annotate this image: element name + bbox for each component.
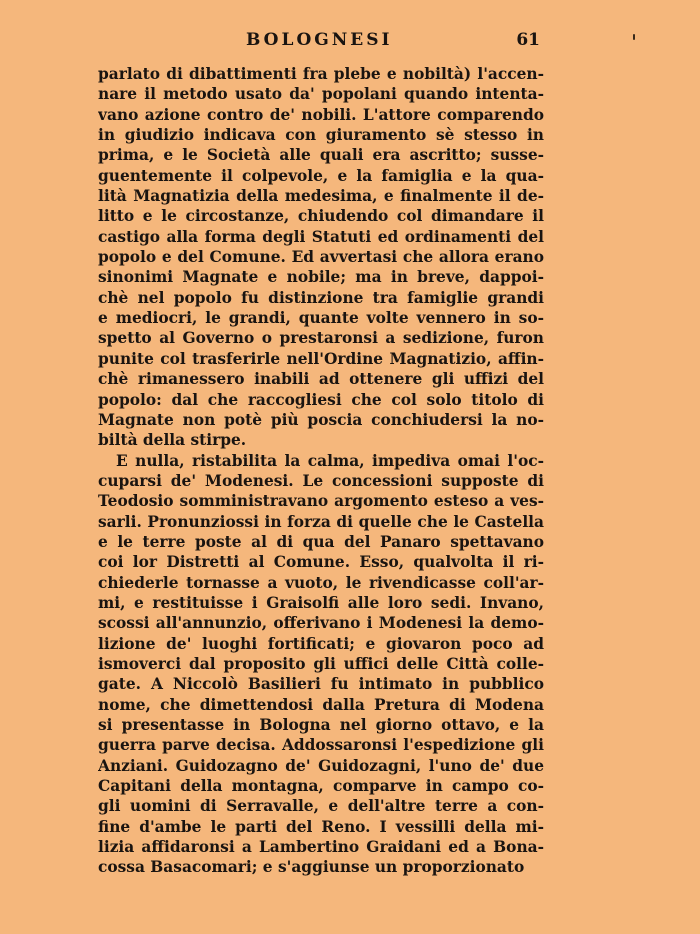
text-line: Teodosio somministravano argomento esteso a ves- [98,492,544,511]
text-line: prima, e le Società alle quali era ascritto; susse- [98,146,544,165]
text-line: fine d'ambe le parti del Reno. I vessilli della mi- [98,817,544,836]
text-line: litto e le circostanze, chiudendo col dimandare il [98,207,544,226]
text-line: cossa Basacomari; e s'aggiunse un proporzionato [98,858,525,877]
text-line: scossi all'annunzio, offerivano i Modenesi la demo- [98,614,544,633]
text-line: vano azione contro de' nobili. L'attore comparendo [98,105,544,124]
page-number: 61 [516,30,540,50]
body-text [98,64,544,878]
text-line: coi lor Distretti al Comune. Esso, qualvolta il ri- [98,553,544,572]
text-line: chè rimanessero inabili ad ottenere gli uffizi del [98,370,544,389]
text-line: sarli. Pronunziossi in forza di quelle che le Castella [98,512,544,531]
text-line: gli uomini di Serravalle, e dell'altre terre a con- [98,797,544,816]
text-line: guerra parve decisa. Addossaronsi l'espedizione gli [98,736,544,755]
page-header [96,30,540,54]
text-line: popolo e del Comune. Ed avvertasi che allora erano [98,248,544,267]
text-line: Magnate non potè più poscia conchiudersi la no- [98,410,544,429]
text-line: Capitani della montagna, comparve in campo co- [98,777,544,796]
text-line: si presentasse in Bologna nel giorno ottavo, e la [98,716,544,734]
margin-speck [633,34,635,40]
text-line: chiederle tornasse a vuoto, le rivendicasse coll'ar- [98,573,544,592]
text-line: lità Magnatizia della medesima, e finalmente il de- [98,187,544,206]
text-line: punite col trasferirle nell'Ordine Magnatizio, affin- [98,349,544,368]
text-line: spetto al Governo o prestaronsi a sedizione, furon [98,329,544,348]
text-line: lizia affidaronsi a Lambertino Graidani ed a Bona- [98,838,544,857]
text-line: E nulla, ristabilita la calma, impediva omai l'oc- [116,451,544,470]
text-line: e mediocri, le grandi, quante volte vennero in so- [98,309,544,328]
text-line: Anziani. Guidozagno de' Guidozagni, l'uno de' due [98,756,544,775]
text-line: lizione de' luoghi fortificati; e giovaron poco ad [98,634,544,653]
text-line: e le terre poste al di qua del Panaro spettavano [98,532,544,551]
text-line: parlato di dibattimenti fra plebe e nobiltà) l'accen- [98,65,544,83]
text-line: ismoverci dal proposito gli uffici delle Città colle- [98,654,544,673]
text-line: popolo: dal che raccogliesi che col solo titolo di [98,390,544,409]
text-line: biltà della stirpe. [98,431,247,450]
text-line: nare il metodo usato da' popolani quando intenta- [98,85,544,104]
text-line: mi, e restituisse i Graisolfi alle loro sedi. Invano, [98,593,544,612]
text-line: castigo alla forma degli Statuti ed ordinamenti del [98,227,544,246]
running-head: BOLOGNESI [246,30,393,50]
text-line: chè nel popolo fu distinzione tra famiglie grandi [98,288,544,307]
text-line: gate. A Niccolò Basilieri fu intimato in pubblico [98,675,544,694]
text-line: sinonimi Magnate e nobile; ma in breve, dappoi- [98,268,544,287]
text-line: nome, che dimettendosi dalla Pretura di Modena [98,695,544,714]
text-line: cuparsi de' Modenesi. Le concessioni supposte di [98,471,544,490]
text-line: guentemente il colpevole, e la famiglia e la qua- [98,166,544,185]
text-line: in giudizio indicava con giuramento sè stesso in [98,126,544,145]
